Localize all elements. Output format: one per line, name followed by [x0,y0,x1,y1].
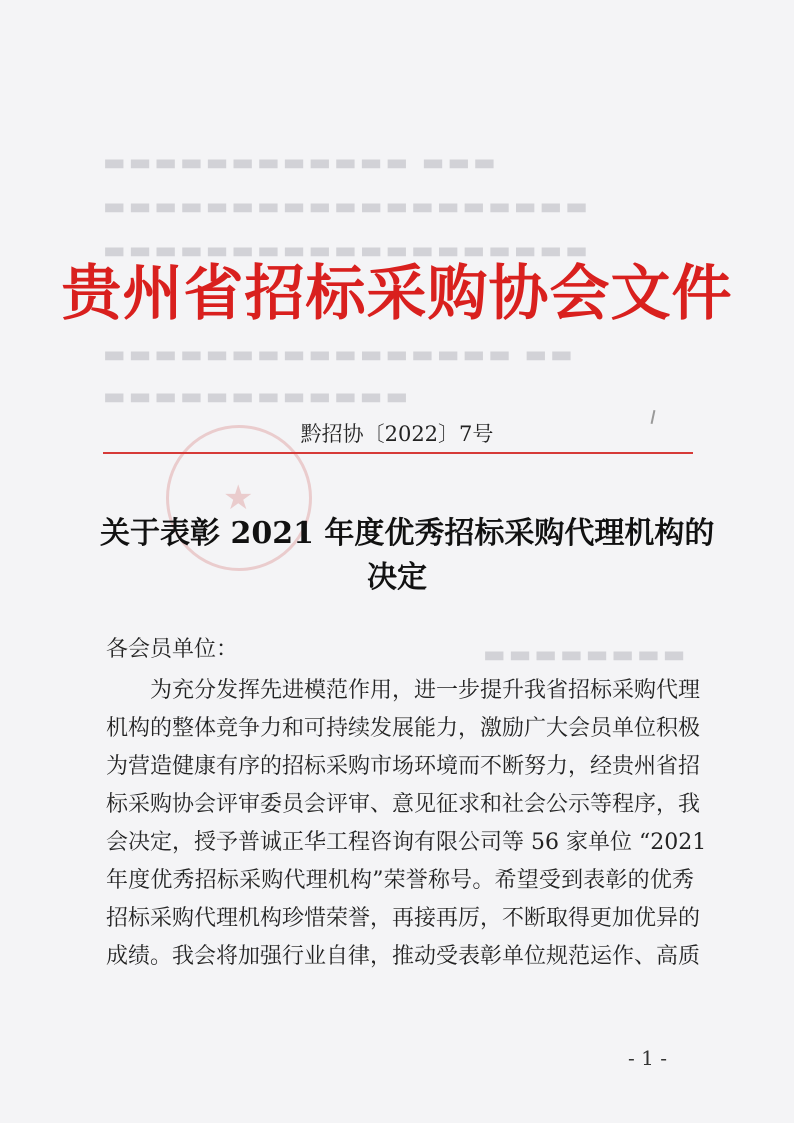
body-paragraph [106,672,707,976]
org-document-header: 贵州省招标采购协会文件 [61,259,733,329]
decision-title [100,512,715,600]
document-number: 黔招协〔2022〕7号 [300,422,494,446]
bleed-line: ▬▬▬▬▬▬▬▬▬▬▬▬▬▬▬▬▬▬▬ [100,192,588,220]
decision-title-line: 关于表彰 2021 年度优秀招标采购代理机构的 [100,516,715,551]
bleed-line: ▬▬▬ ▬▬▬▬▬▬▬▬▬▬▬▬ [100,148,496,176]
body-line: 为充分发挥先进模范作用，进一步提升我省招标采购代理 [150,678,701,703]
salutation: 各会员单位： [106,637,239,662]
bleed-line: ▬▬▬▬▬▬▬▬▬▬▬▬▬▬▬▬▬▬▬ [100,236,588,264]
bleed-line: ▬▬▬▬▬▬▬▬▬▬▬▬ [100,382,409,410]
body-line: 为营造健康有序的招标采购市场环境而不断努力，经贵州省招 [106,754,701,779]
red-divider [103,452,693,454]
bleed-line: ▬▬▬▬▬▬▬▬ [480,640,686,668]
body-line: 机构的整体竞争力和可持续发展能力，激励广大会员单位积极 [106,716,701,741]
body-line: 会决定，授予普诚正华工程咨询有限公司等 56 家单位 “2021 [106,830,707,855]
decision-title-line: 决定 [367,560,427,595]
body-line: 标采购协会评审委员会评审、意见征求和社会公示等程序，我 [106,792,701,817]
body-line: 年度优秀招标采购代理机构”荣誉称号。希望受到表彰的优秀 [106,868,694,893]
body-line: 招标采购代理机构珍惜荣誉，再接再厉，不断取得更加优异的 [106,906,701,931]
star-icon: ★ [223,478,254,518]
body-line: 成绩。我会将加强行业自律，推动受表彰单位规范运作、高质 [106,944,701,969]
bleed-line: ▬▬ ▬▬▬▬▬▬▬▬▬▬▬▬▬▬▬▬ [100,340,573,368]
page-number: - 1 - [628,1046,667,1070]
